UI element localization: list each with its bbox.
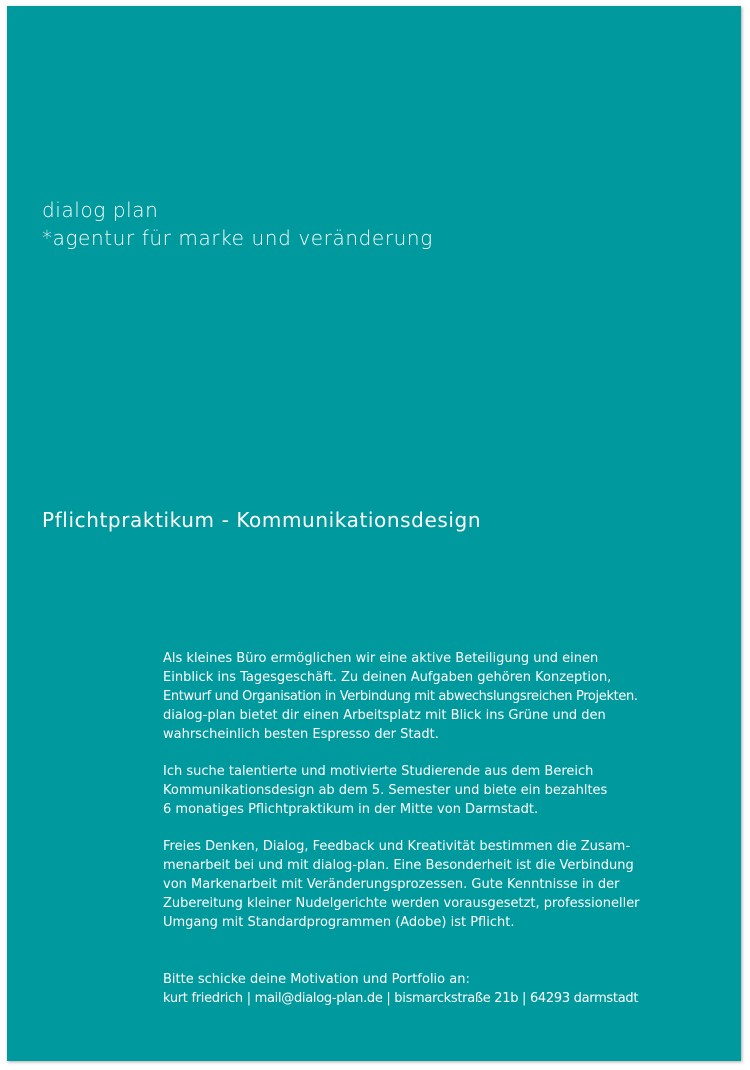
text-line: Freies Denken, Dialog, Feedback und Kreativität bestimmen die Zusam-: [163, 839, 631, 854]
agency-header: [42, 196, 433, 252]
text-line: menarbeit bei und mit dialog-plan. Eine Besonderheit ist die Verbindung: [163, 858, 634, 873]
paragraph-intro: [163, 649, 663, 744]
text-line: Entwurf und Organisation in Verbindung mit abwechslungsreichen Projekten.: [163, 689, 638, 704]
text-line: Ich suche talentierte und motivierte Studierende aus dem Bereich: [163, 764, 594, 779]
text-line: Umgang mit Standardprogrammen (Adobe) ist Pflicht.: [163, 915, 515, 930]
agency-name: dialog plan: [42, 198, 159, 222]
text-line: Als kleines Büro ermöglichen wir eine aktive Beteiligung und einen: [163, 651, 599, 666]
agency-tagline: *agentur für marke und veränderung: [42, 226, 433, 250]
text-line: dialog-plan bietet dir einen Arbeitsplatz mit Blick ins Grüne und den: [163, 708, 606, 723]
text-line: von Markenarbeit mit Veränderungsprozessen. Gute Kenntnisse in der: [163, 877, 620, 892]
text-line: wahrscheinlich besten Espresso der Stadt.: [163, 727, 439, 742]
contact-intro: Bitte schicke deine Motivation und Portfolio an:: [163, 972, 470, 987]
paragraph-culture: [163, 837, 663, 932]
text-line: 6 monatiges Pflichtpraktikum in der Mitte von Darmstadt.: [163, 802, 539, 817]
job-description: [163, 649, 663, 1026]
contact-block: [163, 970, 663, 1008]
text-line: Kommunikationsdesign ab dem 5. Semester und biete ein bezahltes: [163, 783, 608, 798]
contact-details: kurt friedrich | mail@dialog-plan.de | bismarckstraße 21b | 64293 darmstadt: [163, 991, 639, 1006]
poster-page: [7, 6, 741, 1061]
paragraph-requirements: [163, 762, 663, 819]
job-title: Pflichtpraktikum - Kommunikationsdesign: [42, 508, 482, 532]
text-line: Zubereitung kleiner Nudelgerichte werden vorausgesetzt, professioneller: [163, 896, 640, 911]
text-line: Einblick ins Tagesgeschäft. Zu deinen Aufgaben gehören Konzeption,: [163, 670, 612, 685]
